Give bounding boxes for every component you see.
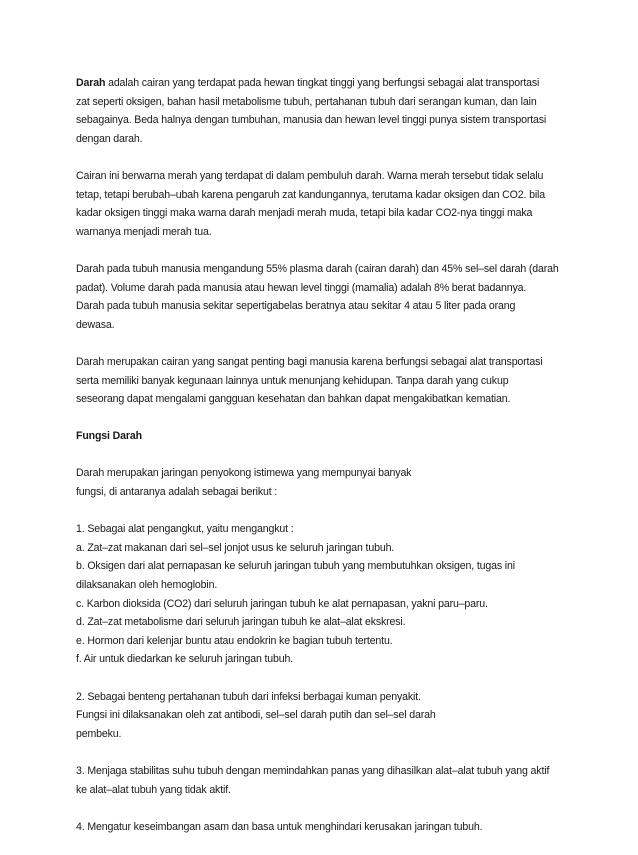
paragraph-line: tetap, tetapi berubah–ubah karena pengaruh zat kandungannya, terutama kadar oksigen dan CO2. bila bbox=[76, 188, 545, 201]
paragraph-line: Darah pada tubuh manusia mengandung 55% plasma darah (cairan darah) dan 45% sel–sel darah (darah bbox=[76, 262, 559, 275]
list-item-transport bbox=[76, 520, 568, 669]
paragraph-line: Darah pada tubuh manusia sekitar sepertigabelas beratnya atau sekitar 4 atau 5 liter pada orang bbox=[76, 300, 516, 313]
sub-item-a: a. Zat–zat makanan dari sel–sel jonjot usus ke seluruh jaringan tubuh. bbox=[76, 541, 395, 554]
paragraph-line: 4. Mengatur keseimbangan asam dan basa untuk menghindari kerusakan jaringan tubuh. bbox=[76, 820, 483, 833]
paragraph-line: serta memiliki banyak kegunaan lainnya untuk menunjang kehidupan. Tanpa darah yang cukup bbox=[76, 374, 509, 387]
paragraph-line: Fungsi ini dilaksanakan oleh zat antibodi, sel–sel darah putih dan sel–sel darah bbox=[76, 709, 436, 722]
sub-item-d: d. Zat–zat metabolisme dari seluruh jaringan tubuh ke alat–alat ekskresi. bbox=[76, 616, 406, 629]
sub-item-b-continued: dilaksanakan oleh hemoglobin. bbox=[76, 579, 218, 592]
paragraph-line: zat seperti oksigen, bahan hasil metabolisme tubuh, pertahanan tubuh dari serangan kuman, dan lain bbox=[76, 95, 537, 108]
paragraph-importance bbox=[76, 353, 568, 409]
list-item-ph-balance bbox=[76, 818, 568, 837]
list-item-title: 1. Sebagai alat pengangkut, yaitu mengangkut : bbox=[76, 523, 294, 536]
paragraph-intro-functions bbox=[76, 464, 568, 501]
paragraph-line: warnanya menjadi merah tua. bbox=[76, 225, 212, 238]
sub-item-c: c. Karbon dioksida (CO2) dari seluruh jaringan tubuh ke alat pernapasan, yakni paru–paru. bbox=[76, 597, 488, 610]
bold-term: Darah bbox=[76, 77, 106, 89]
list-item-temperature bbox=[76, 762, 568, 799]
sub-item-b: b. Oksigen dari alat pernapasan ke seluruh jaringan tubuh yang membutuhkan oksigen, tugas ini bbox=[76, 560, 515, 573]
paragraph-line: padat). Volume darah pada manusia atau hewan level tinggi (mamalia) adalah 8% berat badannya. bbox=[76, 281, 527, 294]
sub-item-e: e. Hormon dari kelenjar buntu atau endokrin ke bagian tubuh tertentu. bbox=[76, 634, 393, 647]
paragraph-line: kadar oksigen tinggi maka warna darah menjadi merah muda, tetapi bila kadar CO2-nya tinggi maka bbox=[76, 207, 533, 220]
paragraph-line: fungsi, di antaranya adalah sebagai berikut : bbox=[76, 486, 278, 499]
section-heading: Fungsi Darah bbox=[76, 430, 142, 443]
paragraph-line: sebagainya. Beda halnya dengan tumbuhan, manusia dan hewan level tinggi punya sistem transportasi bbox=[76, 114, 547, 127]
paragraph-line: Darah merupakan cairan yang sangat penting bagi manusia karena berfungsi sebagai alat transportasi bbox=[76, 355, 543, 368]
paragraph-text: adalah cairan yang terdapat pada hewan tingkat tinggi yang berfungsi sebagai alat transportasi bbox=[105, 77, 540, 89]
paragraph-line: ke alat–alat tubuh yang tidak aktif. bbox=[76, 783, 231, 796]
paragraph-line: pembeku. bbox=[76, 727, 122, 740]
paragraph-composition bbox=[76, 260, 568, 334]
list-item-defense bbox=[76, 688, 568, 744]
paragraph-definition bbox=[76, 74, 568, 148]
paragraph-line: seseorang dapat mengalami gangguan kesehatan dan bahkan dapat mengakibatkan kematian. bbox=[76, 393, 511, 406]
paragraph-line: dewasa. bbox=[76, 318, 115, 331]
paragraph-line: 3. Menjaga stabilitas suhu tubuh dengan memindahkan panas yang dihasilkan alat–alat tubuh yang aktif bbox=[76, 764, 550, 777]
paragraph-line: 2. Sebagai benteng pertahanan tubuh dari infeksi berbagai kuman penyakit. bbox=[76, 690, 421, 703]
paragraph-color bbox=[76, 167, 568, 241]
paragraph-line: dengan darah. bbox=[76, 132, 143, 145]
paragraph-line bbox=[76, 74, 568, 93]
paragraph-line: Darah merupakan jaringan penyokong istimewa yang mempunyai banyak bbox=[76, 467, 412, 480]
document-page bbox=[76, 74, 568, 855]
paragraph-line: Cairan ini berwarna merah yang terdapat di dalam pembuluh darah. Warna merah tersebut tidak selalu bbox=[76, 169, 544, 182]
sub-item-f: f. Air untuk diedarkan ke seluruh jaringan tubuh. bbox=[76, 653, 294, 666]
